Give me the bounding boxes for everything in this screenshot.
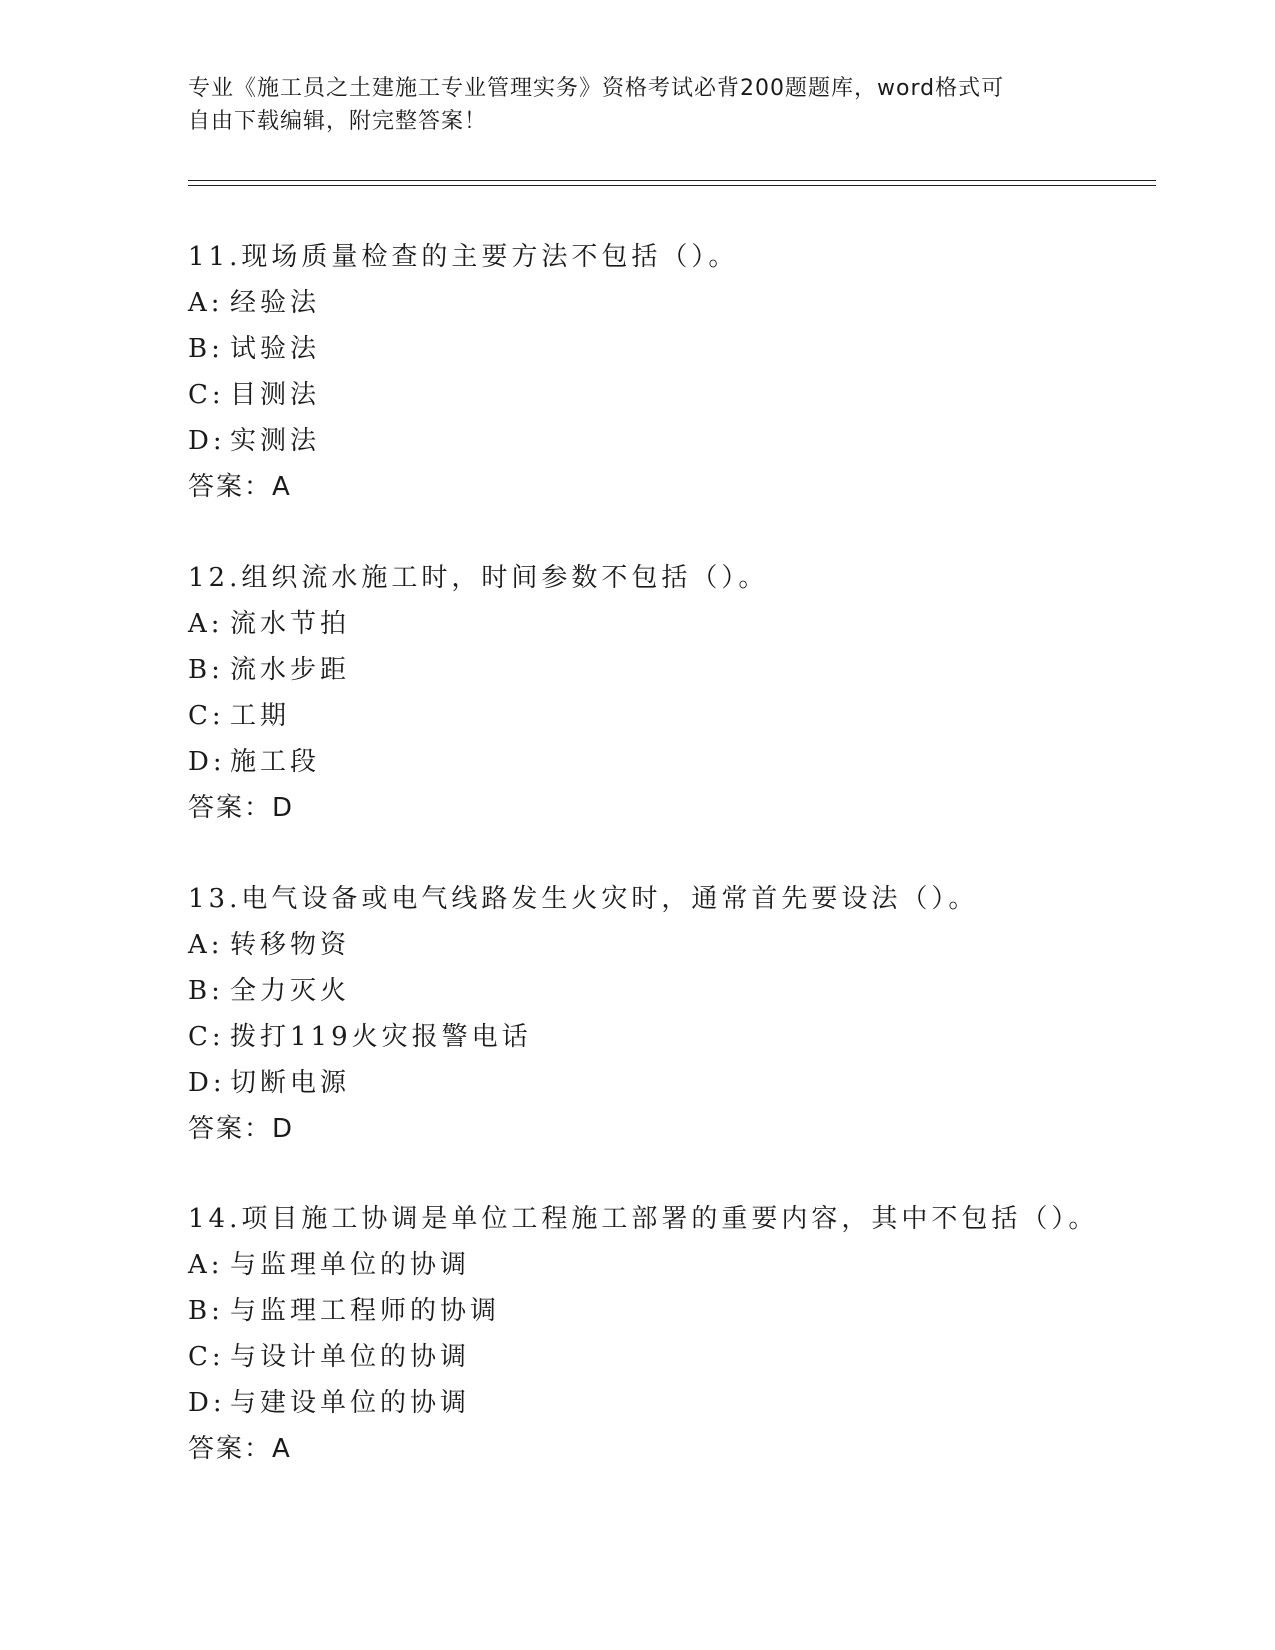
option-text: 试验法 (230, 334, 321, 364)
option-letter: B: (188, 1296, 224, 1326)
question-block (188, 1196, 1148, 1472)
option-letter: B: (188, 655, 224, 685)
option-text: 与建设单位的协调 (230, 1388, 471, 1418)
option-text: 转移物资 (230, 930, 351, 960)
option-letter: C: (188, 1022, 225, 1052)
option-text: 切断电源 (230, 1068, 351, 1098)
answer-line: 答案：D (188, 793, 295, 823)
option-d (188, 1060, 1148, 1106)
option-a (188, 601, 1148, 647)
option-text: 全力灭火 (230, 976, 351, 1006)
option-letter: A: (188, 930, 224, 960)
option-b (188, 326, 1148, 372)
option-d (188, 739, 1148, 785)
option-text: 工期 (230, 701, 291, 731)
option-b (188, 1288, 1148, 1334)
option-letter: D: (188, 1388, 226, 1418)
option-letter: B: (188, 976, 224, 1006)
option-letter: B: (188, 334, 224, 364)
option-text: 流水步距 (230, 655, 351, 685)
option-text: 流水节拍 (230, 609, 351, 639)
option-c (188, 693, 1148, 739)
answer-line: 答案：D (188, 1114, 295, 1144)
question-title: 13.电气设备或电气线路发生火灾时，通常首先要设法（）。 (188, 884, 979, 914)
option-text: 施工段 (230, 747, 321, 777)
option-a (188, 922, 1148, 968)
option-letter: A: (188, 288, 224, 318)
option-text: 目测法 (230, 380, 321, 410)
option-text: 经验法 (230, 288, 321, 318)
question-block (188, 234, 1148, 510)
question-block (188, 555, 1148, 831)
option-letter: C: (188, 1342, 225, 1372)
option-letter: D: (188, 1068, 226, 1098)
option-a (188, 280, 1148, 326)
option-d (188, 1380, 1148, 1426)
option-text: 拨打119火灾报警电话 (230, 1022, 532, 1052)
header-line-2: 自由下载编辑，附完整答案！ (188, 109, 488, 134)
header-line-1: 专业《施工员之土建施工专业管理实务》资格考试必背200题题库，word格式可 (188, 76, 1005, 101)
question-block (188, 876, 1148, 1152)
question-title: 12.组织流水施工时，时间参数不包括（）。 (188, 563, 769, 593)
option-letter: D: (188, 747, 226, 777)
question-title: 11.现场质量检查的主要方法不包括（）。 (188, 242, 739, 272)
option-b (188, 968, 1148, 1014)
option-c (188, 372, 1148, 418)
option-c (188, 1334, 1148, 1380)
answer-line: 答案：A (188, 472, 292, 502)
answer-line: 答案：A (188, 1434, 292, 1464)
option-text: 与监理单位的协调 (230, 1250, 471, 1280)
option-text: 与监理工程师的协调 (230, 1296, 501, 1326)
option-a (188, 1242, 1148, 1288)
option-letter: A: (188, 609, 224, 639)
document-header (188, 72, 1088, 138)
option-text: 与设计单位的协调 (230, 1342, 471, 1372)
option-letter: D: (188, 426, 226, 456)
header-divider-top (188, 180, 1156, 181)
option-b (188, 647, 1148, 693)
option-letter: C: (188, 701, 225, 731)
option-d (188, 418, 1148, 464)
option-c (188, 1014, 1148, 1060)
option-text: 实测法 (230, 426, 321, 456)
option-letter: C: (188, 380, 225, 410)
option-letter: A: (188, 1250, 224, 1280)
header-divider-bottom (188, 185, 1156, 186)
question-title: 14.项目施工协调是单位工程施工部署的重要内容，其中不包括（）。 (188, 1204, 1099, 1234)
